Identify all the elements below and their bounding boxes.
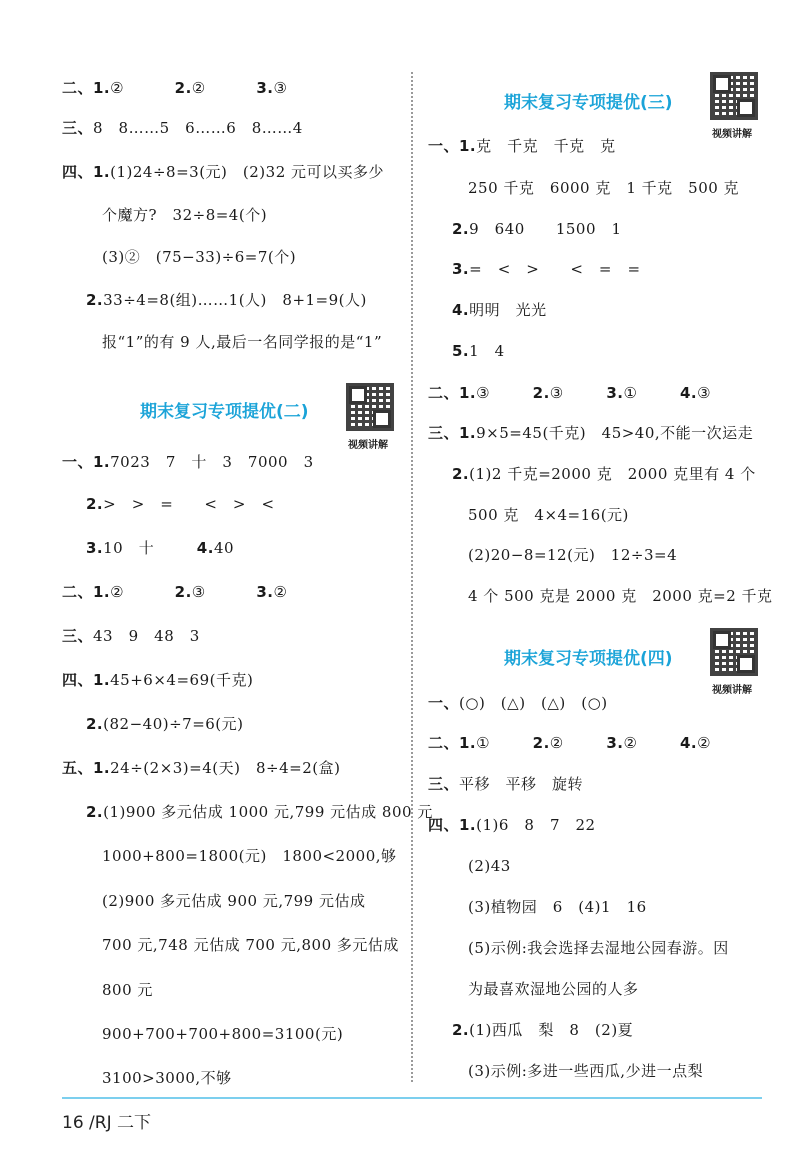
answer-line: 三、8 8……5 6……6 8……4 — [62, 119, 303, 137]
section-title: 期末复习专项提优(三) — [504, 93, 673, 113]
answer-line: 4 个 500 克是 2000 克 2000 克=2 千克 — [468, 587, 773, 605]
answer-line: 为最喜欢湿地公园的人多 — [468, 980, 639, 998]
section-title: 期末复习专项提优(二) — [140, 402, 309, 422]
answer-line: 5.1 4 — [452, 342, 505, 360]
answer-line: 二、1.① 2.② 3.② 4.② — [428, 734, 712, 752]
footer-rule — [62, 1097, 762, 1099]
answer-line: 3100>3000,不够 — [102, 1069, 232, 1087]
answer-line: 二、1.③ 2.③ 3.① 4.③ — [428, 384, 712, 402]
qr-code-icon[interactable] — [710, 72, 758, 120]
answer-line: 900+700+700+800=3100(元) — [102, 1025, 344, 1043]
qr-label: 视频讲解 — [712, 129, 752, 140]
answer-line: 二、1.② 2.③ 3.② — [62, 583, 288, 601]
qr-code-icon[interactable] — [710, 628, 758, 676]
answer-line: 3.10 十 4.40 — [86, 539, 235, 557]
qr-label: 视频讲解 — [348, 440, 388, 451]
answer-line: 一、(○) (△) (△) (○) — [428, 694, 608, 712]
answer-line: 三、43 9 48 3 — [62, 627, 200, 645]
answer-line: 二、1.② 2.② 3.③ — [62, 79, 288, 97]
answer-line: 800 元 — [102, 981, 153, 999]
answer-line: 三、平移 平移 旋转 — [428, 775, 584, 793]
answer-line: 报“1”的有 9 人,最后一名同学报的是“1” — [102, 333, 383, 351]
answer-line: (2)43 — [468, 857, 511, 875]
answer-line: 四、1.(1)24÷8=3(元) (2)32 元可以买多少 — [62, 163, 385, 181]
answer-line: 三、1.9×5=45(千克) 45>40,不能一次运走 — [428, 424, 754, 442]
column-divider — [411, 72, 413, 1082]
answer-line: 2.(1)2 千克=2000 克 2000 克里有 4 个 — [452, 465, 756, 483]
answer-line: (5)示例:我会选择去湿地公园春游。因 — [468, 939, 729, 957]
answer-line: (2)900 多元估成 900 元,799 元估成 — [102, 892, 366, 910]
answer-line: (3)示例:多进一些西瓜,少进一点梨 — [468, 1062, 704, 1080]
section-title: 期末复习专项提优(四) — [504, 649, 673, 669]
answer-line: 2.33÷4=8(组)……1(人) 8+1=9(人) — [86, 291, 367, 309]
answer-line: (3)② (75−33)÷6=7(个) — [102, 248, 297, 266]
answer-line: 250 千克 6000 克 1 千克 500 克 — [468, 179, 740, 197]
answer-line: 2.(1)900 多元估成 1000 元,799 元估成 800 元 — [86, 803, 433, 821]
answer-line: 五、1.24÷(2×3)=4(天) 8÷4=2(盒) — [62, 759, 341, 777]
answer-line: 四、1.45+6×4=69(千克) — [62, 671, 254, 689]
answer-line: 四、1.(1)6 8 7 22 — [428, 816, 596, 834]
answer-line: 2.(1)西瓜 梨 8 (2)夏 — [452, 1021, 634, 1039]
answer-line: 4.明明 光光 — [452, 301, 547, 319]
answer-line: 1000+800=1800(元) 1800<2000,够 — [102, 847, 397, 865]
answer-line: 3.= < > < = = — [452, 260, 641, 278]
answer-line: 700 元,748 元估成 700 元,800 多元估成 — [102, 936, 399, 954]
answer-line: 500 克 4×4=16(元) — [468, 506, 629, 524]
answer-line: (2)20−8=12(元) 12÷3=4 — [468, 546, 678, 564]
answer-line: 2.9 640 1500 1 — [452, 220, 622, 238]
answer-line: 一、1.7023 7 十 3 7000 3 — [62, 453, 314, 471]
answer-line: 2.> > = < > < — [86, 495, 275, 513]
qr-label: 视频讲解 — [712, 685, 752, 696]
answer-line: 2.(82−40)÷7=6(元) — [86, 715, 244, 733]
answer-line: 个魔方? 32÷8=4(个) — [102, 206, 268, 224]
page-number: 16 /RJ 二下 — [62, 1113, 151, 1133]
answer-line: (3)植物园 6 (4)1 16 — [468, 898, 647, 916]
answer-line: 一、1.克 千克 千克 克 — [428, 137, 616, 155]
qr-code-icon[interactable] — [346, 383, 394, 431]
